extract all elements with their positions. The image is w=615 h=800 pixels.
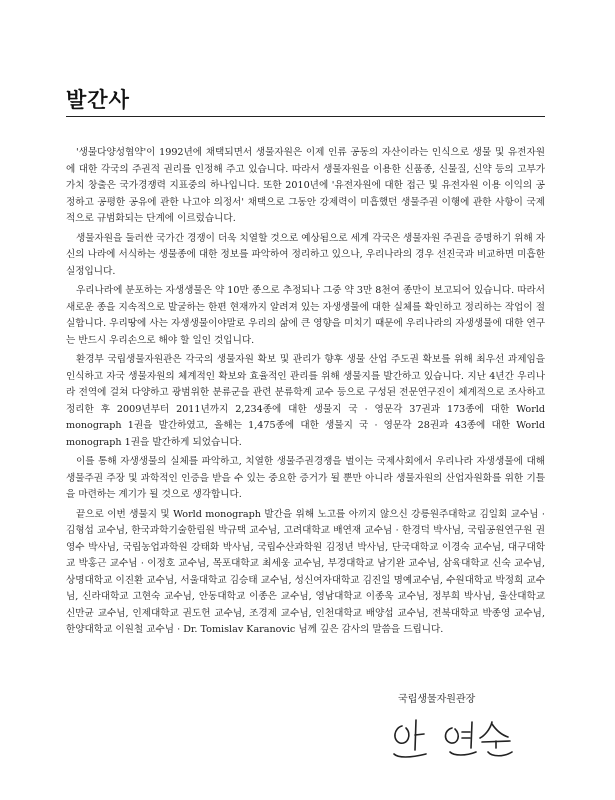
paragraph-4: 환경부 국립생물자원관은 각국의 생물자원 확보 및 관리가 향후 생물 산업 주도권 확보를 위해 최우선 과제임을 인식하고 자국 생물자원의 체계적인 확보와 효율적인 관리를 위해 생물지를 발간하고 있습니다. 지난 4년간 우리나라 전역에 걸쳐 다양하고 광범위한 분류군을 관련 분류학계 교수 등으로 구성된 전문연구진이 체계적으로 조사하고 정리한 후 2009년부터 2011년까지 2,234종에 대한 생물지 국 · 영문각 37권과 173종에 대한 World monograph 1권을 발간하였고, 올해는 1,475종에 대한 생물지 국 · 영문각 28권과 43종에 대한 World monograph 1권을 발간하게 되었습니다. [66, 354, 545, 448]
title-underline [66, 116, 545, 117]
paragraph-2: 생물자원을 둘러싼 국가간 경쟁이 더욱 치열할 것으로 예상됨으로 세계 각국은 생물자원 주권을 증명하기 위해 자신의 나라에 서식하는 생물종에 대한 정보를 파악하여 정리하고 있으나, 우리나라의 경우 선진국과 비교하면 미흡한 실정입니다. [66, 232, 546, 277]
handwritten-signature [380, 710, 530, 768]
paragraph-3: 우리나라에 분포하는 자생생물은 약 10만 종으로 추정되나 그중 약 3만 8천여 종만이 보고되어 있습니다. 따라서 새로운 종을 지속적으로 발굴하는 한편 현재까지 알려져 있는 자생생물에 대한 실체를 확인하고 정리하는 작업이 절실합니다. 우리땅에 사는 자생생물이야말로 우리의 삶에 큰 영향을 미치기 때문에 우리나라의 자생생물에 대한 연구는 반드시 우리손으로 해야 할 일인 것입니다. [66, 285, 545, 346]
page-title: 발간사 [66, 88, 130, 112]
paragraph-5: 이를 통해 자생생물의 실체를 파악하고, 치열한 생물주권경쟁을 벌이는 국제사회에서 우리나라 자생생물에 대해 생물주권 주장 및 과학적인 인증을 받을 수 있는 중요한 증거가 될 뿐만 아니라 생물자원의 산업자원화를 위한 기틀을 마련하는 계기가 될 것으로 생각합니다. [66, 456, 545, 500]
signature-title: 국립생물자원관장 [398, 694, 476, 705]
paragraph-1: '생물다양성협약'이 1992년에 채택되면서 생물자원은 이제 인류 공동의 자산이라는 인식으로 생물 및 유전자원에 대한 각국의 주권적 권리를 인정해 주고 있습니다. 따라서 생물자원을 이용한 신품종, 신물질, 신약 등의 고부가가치 창출은 국가경쟁력 지표중의 하나입니다. 또한 2010년에 '유전자원에 대한 접근 및 유전자원 이용 이익의 공정하고 공평한 공유에 관한 나고야 의정서' 채택으로 그동안 강제력이 미흡했던 생물주권 이행에 관한 사항이 국제적으로 규범화되는 단계에 이르렀습니다. [66, 147, 545, 224]
body-text [66, 145, 545, 642]
paragraph-6: 끝으로 이번 생물지 및 World monograph 발간을 위해 노고를 아끼지 않으신 강릉원주대학교 김일회 교수님 · 김형섭 교수님, 한국과학기술한림원 박규택 교수님, 고려대학교 배연재 교수님 · 한경덕 박사님, 국립공원연구원 권영수 박사님, 국립농업과학원 강태화 박사님, 국립수산과학원 김정년 박사님, 단국대학교 이경숙 교수님, 대구대학교 박홍근 교수님 · 이정호 교수님, 목포대학교 최세웅 교수님, 부경대학교 남기완 교수님, 삼육대학교 신숙 교수님, 상명대학교 이진환 교수님, 서울대학교 김승태 교수님, 성신여자대학교 김진일 명예교수님, 수원대학교 박정희 교수님, 신라대학교 고현숙 교수님, 안동대학교 이종은 교수님, 영남대학교 이종욱 교수님, 정부희 박사님, 울산대학교 신만균 교수님, 인제대학교 권도헌 교수님, 조경제 교수님, 인천대학교 배양섭 교수님, 전북대학교 박종영 교수님, 한양대학교 이원철 교수님 · Dr. Tomislav Karanovic 님께 깊은 감사의 말씀을 드립니다. [66, 508, 545, 635]
